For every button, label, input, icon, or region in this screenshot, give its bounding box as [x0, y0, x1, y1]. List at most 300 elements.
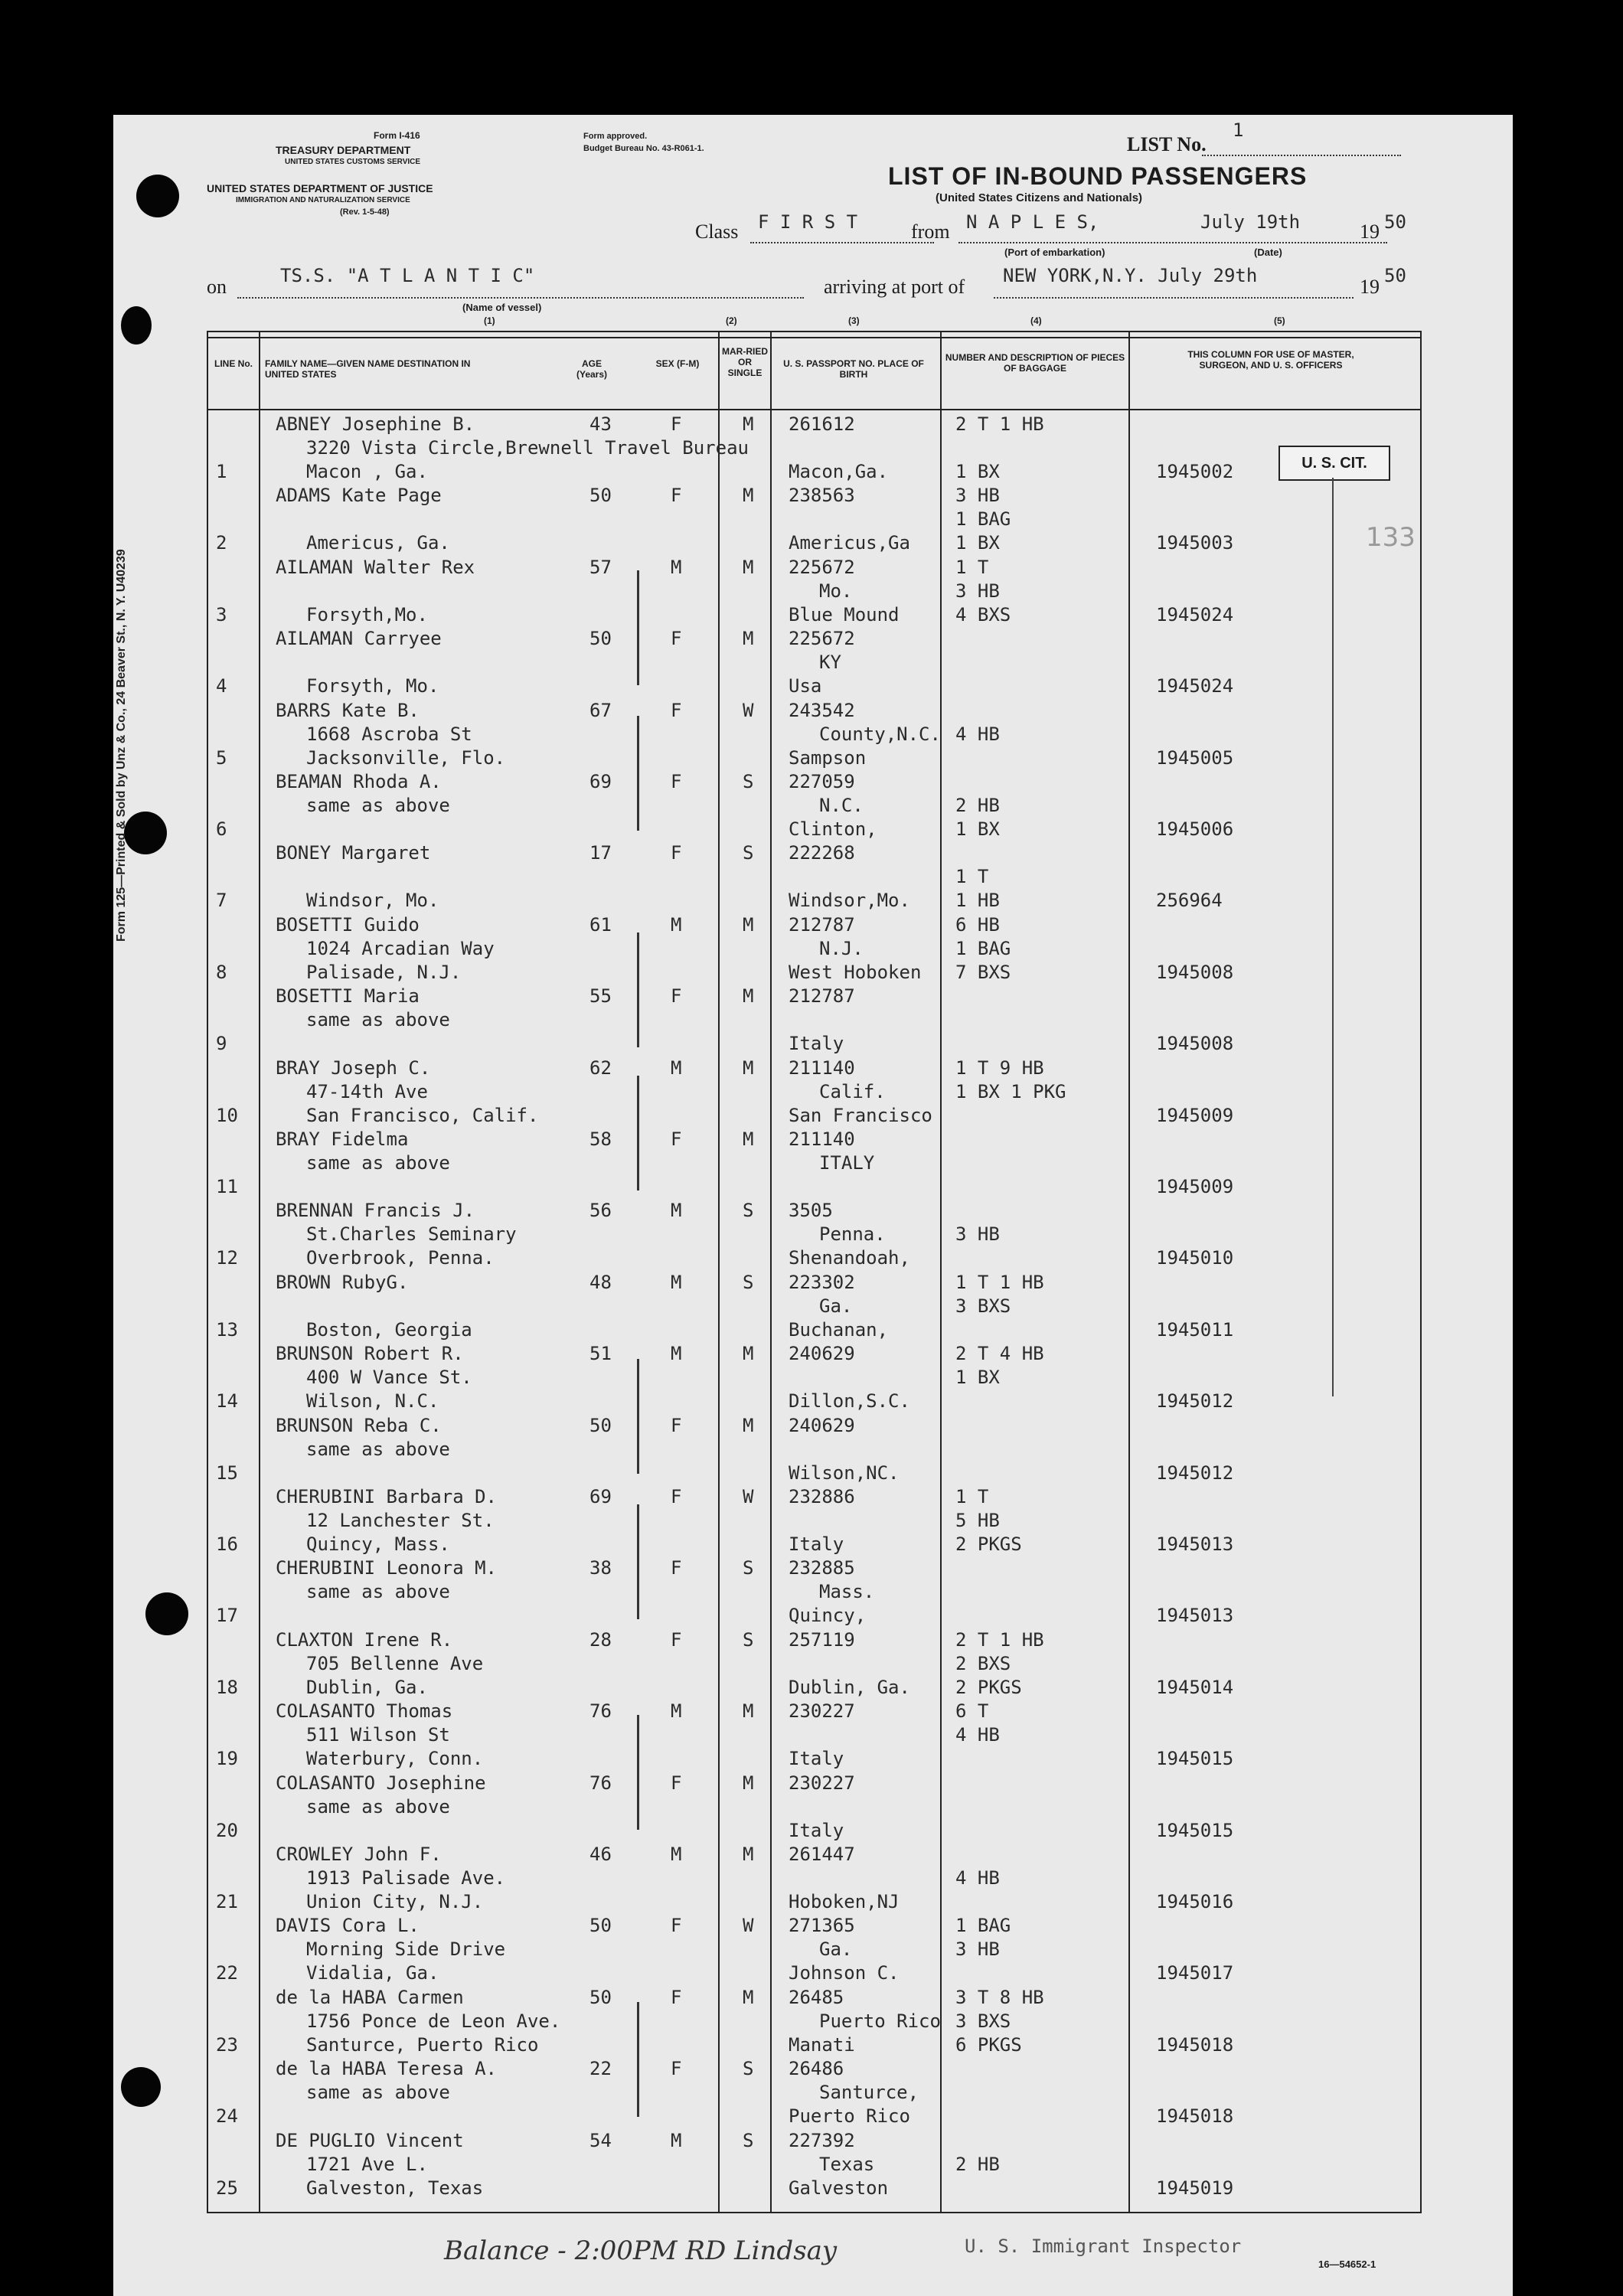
marital-status: S [743, 1557, 754, 1579]
age: 50 [589, 1414, 612, 1436]
line-number: 1 [216, 461, 227, 482]
table-row [207, 1557, 1419, 1628]
address-line-1: 1721 Ave L. [306, 2153, 428, 2175]
header-age: AGE (Years) [576, 358, 608, 380]
table-row [207, 557, 1419, 628]
address-line-1: same as above [306, 795, 450, 816]
family-given-name: DAVIS Cora L. [276, 1915, 420, 1937]
address-line-1: same as above [306, 1009, 450, 1031]
line-number: 21 [216, 1891, 238, 1912]
baggage-line-2: 3 BXS [955, 1295, 1011, 1317]
baggage-line-3: 2 PKGS [955, 1533, 1022, 1555]
passport-number: 211140 [789, 1057, 855, 1079]
officer-number: 1945014 [1156, 1676, 1234, 1698]
officer-number: 1945002 [1156, 461, 1234, 482]
birthplace-line-2: Shenandoah, [789, 1247, 910, 1269]
birthplace-line-2: Italy [789, 1748, 844, 1770]
line-number: 5 [216, 746, 227, 769]
class-value: F I R S T [758, 211, 858, 233]
column-caption-3: (3) [848, 315, 860, 326]
passport-number: 3505 [789, 1200, 833, 1222]
family-given-name: CLAXTON Irene R. [276, 1628, 453, 1651]
class-label: Class [695, 220, 739, 243]
baggage-line-1: 2 T 1 HB [955, 413, 1044, 435]
baggage-line-1: 1 T 9 HB [955, 1057, 1044, 1079]
age: 62 [589, 1057, 612, 1079]
family-given-name: AILAMAN Carryee [276, 628, 442, 650]
table-row [207, 1057, 1419, 1128]
address-line-1: same as above [306, 2082, 450, 2104]
birthplace-line-1: Mass. [819, 1581, 875, 1603]
line-number: 15 [216, 1462, 238, 1484]
family-given-name: BARRS Kate B. [276, 699, 420, 721]
marital-status: M [743, 556, 754, 578]
table-row [207, 1128, 1419, 1200]
address-line-2: Macon , Ga. [306, 461, 428, 482]
baggage-line-3: 2 PKGS [955, 1676, 1022, 1698]
address-line-1: 705 Bellenne Ave [306, 1652, 484, 1674]
passport-number: 232886 [789, 1486, 855, 1507]
baggage-line-2: 3 HB [955, 1223, 1000, 1246]
baggage-line-1: 1 BAG [955, 1915, 1011, 1937]
address-line-2: Quincy, Mass. [306, 1533, 450, 1555]
baggage-line-1: 1 T [955, 556, 989, 578]
marital-status: S [743, 2058, 754, 2080]
sex: F [671, 1128, 682, 1150]
family-given-name: AILAMAN Walter Rex [276, 556, 475, 578]
birthplace-line-2: Dublin, Ga. [789, 1676, 910, 1698]
document-title: LIST OF IN-BOUND PASSENGERS [888, 162, 1308, 190]
baggage-line-3: 1 BX [955, 532, 1000, 554]
arriving-label: arriving at port of [824, 276, 965, 298]
officer-number: 1945009 [1156, 1176, 1234, 1197]
sex: M [671, 1343, 682, 1365]
sex: M [671, 913, 682, 936]
port-caption: (Port of embarkation) [1004, 247, 1105, 258]
baggage-line-1: 1 T [955, 1486, 989, 1507]
sex: F [671, 771, 682, 792]
age: 76 [589, 1772, 612, 1794]
marital-status: M [743, 1343, 754, 1365]
customs-service: UNITED STATES CUSTOMS SERVICE [285, 158, 421, 166]
table-row [207, 485, 1419, 556]
address-line-1: same as above [306, 1581, 450, 1603]
table-row [207, 1987, 1419, 2058]
handwritten-balance-note: Balance - 2:00PM RD Lindsay [444, 2236, 838, 2266]
column-caption-4: (4) [1030, 315, 1042, 326]
justice-dept: UNITED STATES DEPARTMENT OF JUSTICE [207, 182, 433, 194]
line-number: 23 [216, 2033, 238, 2056]
marital-status: M [743, 413, 754, 435]
birthplace-line-1: Ga. [819, 1295, 853, 1317]
marital-status: M [743, 1844, 754, 1865]
birthplace-line-2: Hoboken,NJ [789, 1891, 900, 1912]
marital-status: M [743, 1986, 754, 2008]
baggage-line-2: 1 BX 1 PKG [955, 1080, 1066, 1102]
officer-number: 1945013 [1156, 1533, 1234, 1555]
table-row [207, 842, 1419, 913]
passport-number: 230227 [789, 1772, 855, 1794]
age: 69 [589, 771, 612, 792]
address-line-2: Overbrook, Penna. [306, 1247, 495, 1269]
header-married: MAR-RIED OR SINGLE [722, 346, 768, 378]
table-row [207, 413, 1419, 485]
table-row [207, 1415, 1419, 1486]
officer-number: 1945012 [1156, 1390, 1234, 1413]
baggage-line-2: 1 BX [955, 1367, 1000, 1389]
marital-status: S [743, 771, 754, 792]
birthplace-line-1: Penna. [819, 1223, 886, 1246]
passport-number: 238563 [789, 485, 855, 507]
baggage-line-1: 3 HB [955, 485, 1000, 507]
address-line-2: Americus, Ga. [306, 532, 450, 554]
birthplace-line-2: West Hoboken [789, 961, 922, 983]
officer-number: 1945019 [1156, 2177, 1234, 2199]
birthplace-line-2: Quincy, [789, 1605, 867, 1627]
marital-status: S [743, 1271, 754, 1293]
address-line-1: 12 Lanchester St. [306, 1510, 495, 1531]
binder-hole [121, 306, 152, 345]
us-citizen-stamp: U. S. CIT. [1278, 446, 1390, 481]
birthplace-line-1: N.J. [819, 937, 864, 959]
birthplace-line-1: Mo. [819, 580, 853, 602]
address-line-1: same as above [306, 1795, 450, 1818]
age: 58 [589, 1128, 612, 1150]
passport-number: 225672 [789, 628, 855, 650]
birthplace-line-2: Clinton, [789, 818, 877, 840]
sex: M [671, 1057, 682, 1079]
marital-status: W [743, 1915, 754, 1937]
birthplace-line-1: Santurce, [819, 2082, 919, 2104]
address-line-2: Vidalia, Ga. [306, 1962, 439, 1984]
passport-number: 212787 [789, 985, 855, 1008]
line-number: 8 [216, 961, 227, 983]
header-sex: SEX (F-M) [655, 358, 700, 369]
sex: F [671, 985, 682, 1008]
birthplace-line-2: Italy [789, 1819, 844, 1841]
marital-status: W [743, 1486, 754, 1507]
family-given-name: de la HABA Carmen [276, 1986, 464, 2008]
sex: M [671, 2129, 682, 2151]
marital-status: S [743, 1200, 754, 1222]
table-row [207, 700, 1419, 771]
passport-number: 222268 [789, 842, 855, 864]
family-given-name: COLASANTO Thomas [276, 1700, 453, 1723]
line-number: 17 [216, 1605, 238, 1627]
family-given-name: BRUNSON Reba C. [276, 1414, 442, 1436]
passport-number: 26485 [789, 1986, 844, 2008]
baggage-line-2: 4 HB [955, 1867, 1000, 1889]
officer-number: 1945013 [1156, 1605, 1234, 1627]
sex: F [671, 1557, 682, 1579]
marital-status: M [743, 1772, 754, 1794]
table-row [207, 1915, 1419, 1986]
birthplace-line-1: Ga. [819, 1938, 853, 1961]
officer-number: 1945012 [1156, 1462, 1234, 1484]
baggage-line-3: 1 HB [955, 890, 1000, 912]
line-number: 24 [216, 2105, 238, 2128]
form-code: 16—54652-1 [1318, 2258, 1376, 2270]
birthplace-line-1: N.C. [819, 795, 864, 816]
birthplace-line-1: County,N.C. [819, 723, 941, 745]
header-name: FAMILY NAME—GIVEN NAME DESTINATION IN UNITED STATES [265, 358, 471, 380]
table-row [207, 1343, 1419, 1414]
sex: F [671, 413, 682, 435]
line-number: 25 [216, 2177, 238, 2199]
vessel-name: TS.S. "A T L A N T I C" [280, 265, 535, 286]
baggage-line-1: 2 T 1 HB [955, 1628, 1044, 1651]
baggage-line-3: 7 BXS [955, 961, 1011, 983]
passport-number: 261447 [789, 1844, 855, 1865]
passport-number: 230227 [789, 1700, 855, 1723]
printer-imprint: Form 125—Printed & Sold by Unz & Co., 24 Beaver St., N. Y. U40239 [115, 549, 128, 942]
address-line-2: Dublin, Ga. [306, 1676, 428, 1698]
line-number: 13 [216, 1318, 238, 1341]
family-given-name: ABNEY Josephine B. [276, 413, 475, 435]
embarkation-date: July 19th [1200, 211, 1301, 233]
age: 38 [589, 1557, 612, 1579]
line-number: 4 [216, 675, 227, 697]
birthplace-line-2: Italy [789, 1033, 844, 1055]
age: 51 [589, 1343, 612, 1365]
address-line-2: Boston, Georgia [306, 1318, 472, 1341]
address-line-1: 1668 Ascroba St [306, 723, 472, 745]
line-number: 20 [216, 1819, 238, 1841]
marital-status: M [743, 1700, 754, 1723]
officer-number: 1945015 [1156, 1819, 1234, 1841]
birthplace-line-2: Galveston [789, 2177, 889, 2199]
line-number: 22 [216, 1962, 238, 1984]
sex: M [671, 556, 682, 578]
baggage-line-3: 1 BX [955, 461, 1000, 482]
age: 56 [589, 1200, 612, 1222]
sex: M [671, 1200, 682, 1222]
marital-status: S [743, 842, 754, 864]
family-given-name: BONEY Margaret [276, 842, 431, 864]
line-number: 2 [216, 532, 227, 554]
address-line-1: 1024 Arcadian Way [306, 937, 495, 959]
marital-status: M [743, 985, 754, 1008]
baggage-line-2: 3 HB [955, 580, 1000, 602]
sex: F [671, 1486, 682, 1507]
birthplace-line-2: Manati [789, 2033, 855, 2056]
address-line-2: Forsyth,Mo. [306, 603, 428, 625]
family-given-name: BRENNAN Francis J. [276, 1200, 475, 1222]
birthplace-line-2: Wilson,NC. [789, 1462, 900, 1484]
age: 17 [589, 842, 612, 864]
table-row [207, 1486, 1419, 1557]
table-row [207, 1629, 1419, 1700]
table-row [207, 1200, 1419, 1271]
sex: F [671, 628, 682, 650]
officer-number: 1945018 [1156, 2105, 1234, 2128]
officer-number: 1945024 [1156, 675, 1234, 697]
marital-status: W [743, 699, 754, 721]
line-number: 7 [216, 890, 227, 912]
passport-number: 240629 [789, 1414, 855, 1436]
form-id: Form I-416 [374, 130, 420, 141]
sex: F [671, 1414, 682, 1436]
passport-number: 223302 [789, 1271, 855, 1293]
baggage-line-2: 3 HB [955, 1938, 1000, 1961]
list-no-value: 1 [1233, 119, 1244, 141]
marital-status: M [743, 1128, 754, 1150]
table-row [207, 914, 1419, 985]
line-number: 6 [216, 818, 227, 840]
family-given-name: CROWLEY John F. [276, 1844, 442, 1865]
birthplace-line-1: Calif. [819, 1080, 886, 1102]
sex: F [671, 1772, 682, 1794]
sex: F [671, 842, 682, 864]
baggage-line-3: 6 PKGS [955, 2033, 1022, 2056]
marital-status: M [743, 913, 754, 936]
baggage-line-2: 1 BAG [955, 937, 1011, 959]
address-line-1: same as above [306, 1152, 450, 1174]
binder-hole [145, 1592, 188, 1635]
birthplace-line-1: Puerto Rico [819, 2010, 941, 2032]
header-passport: U. S. PASSPORT NO. PLACE OF BIRTH [783, 358, 924, 380]
baggage-line-2: 2 HB [955, 795, 1000, 816]
age: 48 [589, 1271, 612, 1293]
officer-number: 1945006 [1156, 818, 1234, 840]
passport-number: 240629 [789, 1343, 855, 1365]
address-line-2: Waterbury, Conn. [306, 1748, 484, 1770]
birthplace-line-1: ITALY [819, 1152, 875, 1174]
port-of-embarkation: N A P L E S, [966, 211, 1099, 233]
age: 28 [589, 1628, 612, 1651]
baggage-line-2: 5 HB [955, 1510, 1000, 1531]
table-row [207, 985, 1419, 1057]
baggage-line-2: 4 HB [955, 723, 1000, 745]
address-line-1: 1913 Palisade Ave. [306, 1867, 506, 1889]
date-caption: (Date) [1254, 247, 1282, 258]
form-approved: Form approved. [583, 132, 648, 141]
sex: M [671, 1271, 682, 1293]
birthplace-line-2: Macon,Ga. [789, 461, 889, 482]
sex: F [671, 485, 682, 507]
age: 67 [589, 699, 612, 721]
birthplace-line-1: KY [819, 652, 841, 674]
family-given-name: BRUNSON Robert R. [276, 1343, 464, 1365]
officer-number: 1945008 [1156, 961, 1234, 983]
address-line-2: San Francisco, Calif. [306, 1104, 539, 1126]
column-caption-1: (1) [484, 315, 495, 326]
year-prefix-2: 19 [1360, 276, 1380, 298]
line-number: 19 [216, 1748, 238, 1770]
address-line-1: 511 Wilson St [306, 1724, 450, 1746]
from-label: from [911, 220, 950, 243]
ins-service: IMMIGRATION AND NATURALIZATION SERVICE [236, 196, 410, 204]
officer-number: 1945011 [1156, 1318, 1234, 1341]
officer-number: 1945005 [1156, 746, 1234, 769]
family-given-name: BOSETTI Maria [276, 985, 420, 1008]
family-given-name: BOSETTI Guido [276, 913, 420, 936]
baggage-line-2: 1 BAG [955, 508, 1011, 531]
marital-status: M [743, 1057, 754, 1079]
sex: F [671, 1915, 682, 1937]
address-line-2: Galveston, Texas [306, 2177, 484, 2199]
binder-hole [121, 2067, 161, 2107]
officer-number: 1945018 [1156, 2033, 1234, 2056]
birthplace-line-2: Italy [789, 1533, 844, 1555]
family-given-name: de la HABA Teresa A. [276, 2058, 497, 2080]
passport-number: 212787 [789, 913, 855, 936]
baggage-line-1: 6 HB [955, 913, 1000, 936]
age: 61 [589, 913, 612, 936]
passport-number: 227059 [789, 771, 855, 792]
birthplace-line-2: Blue Mound [789, 603, 900, 625]
table-row [207, 2058, 1419, 2129]
family-given-name: BRAY Fidelma [276, 1128, 409, 1150]
header-baggage: NUMBER AND DESCRIPTION OF PIECES OF BAGGAGE [945, 352, 1125, 374]
birthplace-line-1: Texas [819, 2153, 875, 2175]
age: 50 [589, 485, 612, 507]
birthplace-line-2: Puerto Rico [789, 2105, 910, 2128]
column-caption-5: (5) [1274, 315, 1285, 326]
officer-number: 1945008 [1156, 1033, 1234, 1055]
margin-number: 133 [1366, 522, 1416, 553]
address-line-2: Santurce, Puerto Rico [306, 2033, 539, 2056]
table-row [207, 628, 1419, 699]
sex: F [671, 699, 682, 721]
birthplace-line-2: San Francisco [789, 1104, 932, 1126]
baggage-line-1: 3 T 8 HB [955, 1986, 1044, 2008]
address-line-1: 3220 Vista Circle,Brewnell Travel Bureau [306, 437, 749, 459]
vessel-caption: (Name of vessel) [462, 302, 542, 313]
sex: M [671, 1700, 682, 1723]
budget-bureau: Budget Bureau No. 43-R061-1. [583, 144, 704, 153]
baggage-line-2: 4 HB [955, 1724, 1000, 1746]
line-number: 12 [216, 1247, 238, 1269]
officer-number: 1945016 [1156, 1891, 1234, 1912]
age: 22 [589, 2058, 612, 2080]
line-number: 11 [216, 1176, 238, 1197]
birthplace-line-2: Usa [789, 675, 822, 697]
address-line-1: 400 W Vance St. [306, 1367, 472, 1389]
passport-number: 257119 [789, 1628, 855, 1651]
marital-status: M [743, 1414, 754, 1436]
family-given-name: COLASANTO Josephine [276, 1772, 486, 1794]
address-line-2: Windsor, Mo. [306, 890, 439, 912]
age: 50 [589, 1986, 612, 2008]
table-row [207, 1772, 1419, 1844]
table-row [207, 1272, 1419, 1343]
age: 43 [589, 413, 612, 435]
age: 76 [589, 1700, 612, 1723]
address-line-1: 47-14th Ave [306, 1080, 428, 1102]
age: 50 [589, 628, 612, 650]
age: 54 [589, 2129, 612, 2151]
officer-number: 1945009 [1156, 1104, 1234, 1126]
line-number: 16 [216, 1533, 238, 1555]
address-line-2: Wilson, N.C. [306, 1390, 439, 1413]
table-row [207, 1844, 1419, 1915]
sex: F [671, 2058, 682, 2080]
marital-status: M [743, 485, 754, 507]
line-number: 10 [216, 1104, 238, 1126]
arrival-port-date: NEW YORK,N.Y. July 29th [1003, 265, 1258, 286]
line-number: 14 [216, 1390, 238, 1413]
address-line-2: Forsyth, Mo. [306, 675, 439, 697]
officer-number: 256964 [1156, 890, 1223, 912]
passport-number: 243542 [789, 699, 855, 721]
baggage-line-2: 3 BXS [955, 2010, 1011, 2032]
marital-status: S [743, 2129, 754, 2151]
passport-number: 232885 [789, 1557, 855, 1579]
baggage-line-2: 1 T [955, 866, 989, 888]
age: 57 [589, 556, 612, 578]
officer-number: 1945010 [1156, 1247, 1234, 1269]
